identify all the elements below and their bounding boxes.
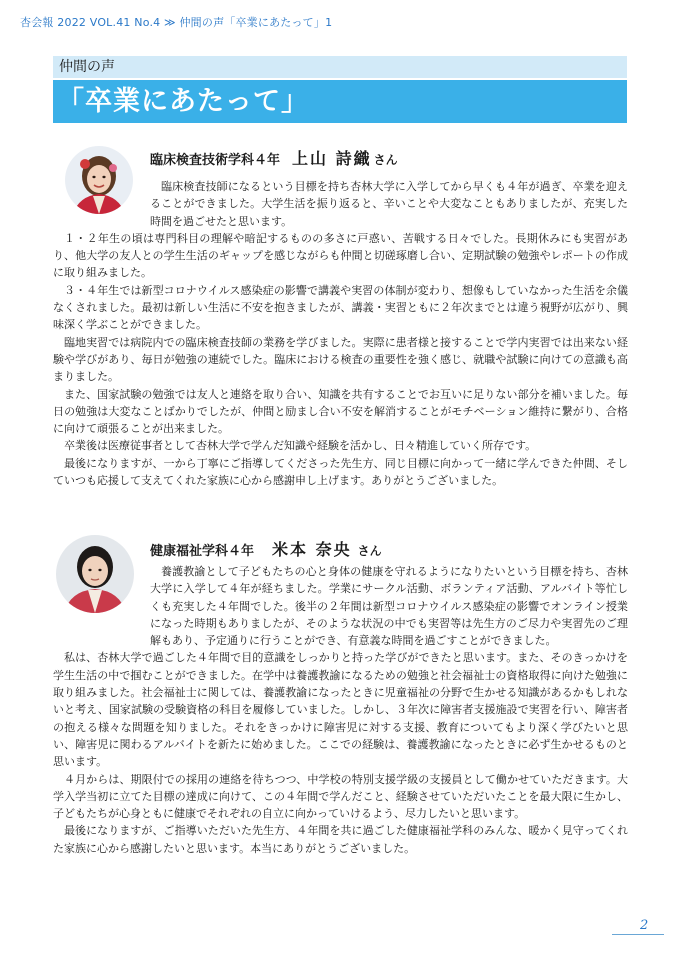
footer-rule <box>612 934 664 935</box>
profile-text <box>53 563 628 857</box>
page-number: 2 <box>640 918 649 933</box>
paragraph: 最後になりますが、ご指導いただいた先生方、４年間を共に過ごした健康福祉学科のみんな、暖かく見守ってくれた家族に心から感謝したいと思います。本当にありがとうございました。 <box>53 824 628 855</box>
paragraph: ３・４年生では新型コロナウイルス感染症の影響で講義や実習の体制が変わり、想像もしていなかった生活を余儀なくされました。最初は新しい生活に不安を抱きましたが、講義・実習ともに２年次までとは違う視野が広がり、興味深く学ぶことができました。 <box>53 283 628 332</box>
profile-text <box>53 178 628 489</box>
profile-heading <box>150 537 382 560</box>
breadcrumb: 杏会報 2022 VOL.41 No.4 ≫ 仲間の声「卒業にあたって」1 <box>20 16 333 29</box>
paragraph: ４月からは、期限付での採用の連絡を待ちつつ、中学校の特別支援学級の支援員として働かせていただきます。大学入学当初に立てた目標の達成に向けて、この４年間で学んだこと、経験させていただいたことを最大限に生かし、子どもたちが心身ともに健康でそれぞれの自立に向かっていけるよう、尽力したいと思います。 <box>53 772 628 821</box>
paragraph: 臨地実習では病院内での臨床検査技師の業務を学びました。実際に患者様と接することで学内実習では出来ない経験や学びがあり、毎日が勉強の連続でした。臨床における検査の重要性を強く感じ、就職や試験に向けての意識も高まりました。 <box>53 335 628 384</box>
person-name: 上山 詩織 <box>292 149 372 168</box>
section-label: 仲間の声 <box>53 56 627 78</box>
paragraph: 養護教諭として子どもたちの心と身体の健康を守れるようになりたいという目標を持ち、杏林大学に入学して４年が経ちました。学業にサークル活動、ボランティア活動、アルバイト等忙しくも充実した４年間でした。後半の２年間は新型コロナウイルス感染症の影響でオンライン授業になった時期もありましたが、そのような状況の中でも実習等は先生方のご尽力や実習先のご理解もあり、予定通りに行うことができ、有意義な時間を過ごすことができました。 <box>150 565 628 648</box>
page-title: 「卒業にあたって」 <box>53 80 627 123</box>
paragraph: また、国家試験の勉強では友人と連絡を取り合い、知識を共有することでお互いに足りない部分を補いました。毎日の勉強は大変なことばかりでしたが、仲間と励まし合い不安を解消することがモチベーション維持に繋がり、合格に向けて頑張ることが出来ました。 <box>53 387 628 436</box>
person-name: 米本 奈央 <box>272 540 352 559</box>
department-label: 健康福祉学科４年 <box>150 544 255 559</box>
honorific: さん <box>373 153 398 167</box>
paragraph: 臨床検査技師になるという目標を持ち杏林大学に入学してから早くも４年が過ぎ、卒業を迎えることができました。大学生活を振り返ると、辛いことや大変なこともありましたが、充実した時間を過ごせたと思います。 <box>150 180 628 228</box>
department-label: 臨床検査技術学科４年 <box>150 153 281 168</box>
paragraph: 卒業後は医療従事者として杏林大学で学んだ知識や経験を活かし、日々精進していく所存です。 <box>64 439 537 453</box>
honorific: さん <box>357 544 382 558</box>
paragraph: １・２年生の頃は専門科目の理解や暗記するものの多さに戸惑い、苦戦する日々でした。長期休みにも実習があり、他大学の友人との学生生活のギャップを感じながらも仲間と切磋琢磨し合い、定期試験の勉強やレポートの作成に取り組みました。 <box>53 231 628 280</box>
profile-heading <box>150 146 398 169</box>
paragraph: 最後になりますが、一から丁寧にご指導してくださった先生方、同じ目標に向かって一緒に学んできた仲間、そしていつも応援して支えてくれた家族に心から感謝申し上げます。ありがとうございました。 <box>53 456 628 488</box>
paragraph: 私は、杏林大学で過ごした４年間で目的意識をしっかりと持った学びができたと思います。また、そのきっかけを学生生活の中で掴むことができました。在学中は養護教諭になるための勉強と社会福祉士の資格取得に向けた勉強に取り組みました。社会福祉士に関しては、養護教諭になったときに児童福祉の分野で生かせる知識があるかもしれないと考え、国家試験の受験資格の科目を履修していました。しかし、３年次に障害者支援施設で実習を行い、障害者の抱える様々な問題を知りました。それをきっかけに障害児に対する支援、教育についてもより深く学びたいと思い、障害児に関わるアルバイトを新たに始めました。ここでの経験は、養護教諭になったときに必ず生かせるものと思います。 <box>53 651 628 769</box>
